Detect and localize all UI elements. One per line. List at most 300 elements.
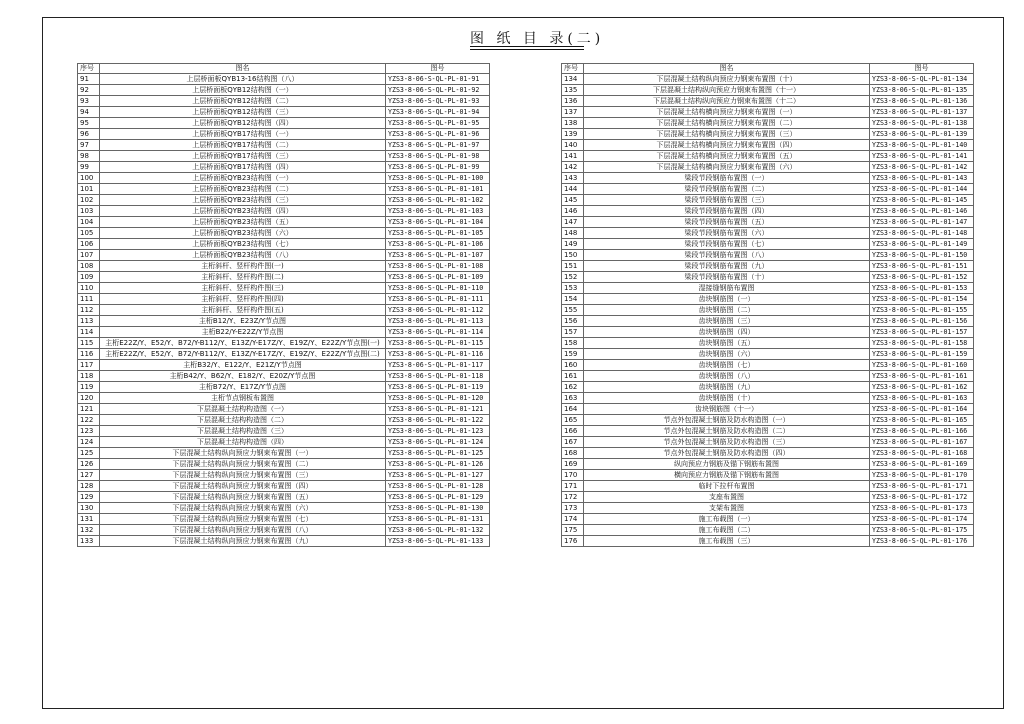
table-row (78, 118, 490, 129)
row-drawing-name: 主桁斜杆、竖杆构件图(一) (100, 261, 386, 272)
row-drawing-name: 上层桥面板QYB23结构图（七） (100, 239, 386, 250)
table-row (562, 470, 974, 481)
row-drawing-name: 梁段节段钢筋布置图（十） (584, 272, 870, 283)
table-row (78, 349, 490, 360)
row-drawing-code: YZS3-8-06-S-QL-PL-01-138 (870, 118, 974, 129)
row-drawing-name: 梁段节段钢筋布置图（七） (584, 239, 870, 250)
row-drawing-code: YZS3-8-06-S-QL-PL-01-130 (386, 503, 490, 514)
row-drawing-code: YZS3-8-06-S-QL-PL-01-119 (386, 382, 490, 393)
row-drawing-code: YZS3-8-06-S-QL-PL-01-148 (870, 228, 974, 239)
row-drawing-code: YZS3-8-06-S-QL-PL-01-128 (386, 481, 490, 492)
table-row (78, 327, 490, 338)
row-seq: 128 (78, 481, 100, 492)
row-drawing-name: 下层混凝土结构构造图（四） (100, 437, 386, 448)
row-seq: 160 (562, 360, 584, 371)
row-drawing-name: 主桁B72/Y、E17Z/Y节点图 (100, 382, 386, 393)
table-row (562, 272, 974, 283)
table-row (562, 360, 974, 371)
row-drawing-name: 主桁斜杆、竖杆构件图(三) (100, 283, 386, 294)
table-row (562, 404, 974, 415)
row-drawing-name: 上层桥面板QYB23结构图（一） (100, 173, 386, 184)
row-seq: 117 (78, 360, 100, 371)
row-drawing-code: YZS3-8-06-S-QL-PL-01-116 (386, 349, 490, 360)
row-seq: 150 (562, 250, 584, 261)
row-drawing-name: 主桁斜杆、竖杆构件图(四) (100, 294, 386, 305)
row-drawing-name: 施工布载图（三） (584, 536, 870, 547)
row-seq: 167 (562, 437, 584, 448)
row-drawing-name: 下层混凝土结构横向预应力钢束布置图（三） (584, 129, 870, 140)
row-drawing-code: YZS3-8-06-S-QL-PL-01-147 (870, 217, 974, 228)
row-drawing-code: YZS3-8-06-S-QL-PL-01-129 (386, 492, 490, 503)
row-drawing-code: YZS3-8-06-S-QL-PL-01-106 (386, 239, 490, 250)
row-seq: 134 (562, 74, 584, 85)
row-drawing-code: YZS3-8-06-S-QL-PL-01-159 (870, 349, 974, 360)
row-seq: 147 (562, 217, 584, 228)
table-row (78, 426, 490, 437)
table-row (562, 327, 974, 338)
table-row (562, 349, 974, 360)
row-drawing-code: YZS3-8-06-S-QL-PL-01-165 (870, 415, 974, 426)
row-drawing-code: YZS3-8-06-S-QL-PL-01-122 (386, 415, 490, 426)
table-row (562, 228, 974, 239)
row-drawing-name: 梁段节段钢筋布置图（二） (584, 184, 870, 195)
table-row (562, 206, 974, 217)
table-row (78, 107, 490, 118)
row-drawing-code: YZS3-8-06-S-QL-PL-01-164 (870, 404, 974, 415)
row-drawing-name: 下层混凝土结构纵向预应力钢束布置图（二） (100, 459, 386, 470)
row-drawing-code: YZS3-8-06-S-QL-PL-01-161 (870, 371, 974, 382)
row-drawing-code: YZS3-8-06-S-QL-PL-01-125 (386, 448, 490, 459)
table-row (78, 470, 490, 481)
row-drawing-name: 上层桥面板QYB12结构图（三） (100, 107, 386, 118)
row-seq: 99 (78, 162, 100, 173)
row-seq: 164 (562, 404, 584, 415)
table-row (78, 74, 490, 85)
row-drawing-name: 齿块钢筋图（五） (584, 338, 870, 349)
row-drawing-code: YZS3-8-06-S-QL-PL-01-140 (870, 140, 974, 151)
row-drawing-name: 主桁E22Z/Y、E52/Y、B72/Y-B112/Y、E13Z/Y-E17Z/Y、E19Z/Y、E22Z/Y节点图(一) (100, 338, 386, 349)
row-drawing-code: YZS3-8-06-S-QL-PL-01-120 (386, 393, 490, 404)
row-drawing-name: 上层桥面板QYB23结构图（二） (100, 184, 386, 195)
table-row (562, 459, 974, 470)
row-seq: 174 (562, 514, 584, 525)
table-row (562, 283, 974, 294)
row-drawing-code: YZS3-8-06-S-QL-PL-01-95 (386, 118, 490, 129)
row-drawing-code: YZS3-8-06-S-QL-PL-01-166 (870, 426, 974, 437)
row-drawing-name: 上层桥面板QYB13-16结构图（八） (100, 74, 386, 85)
row-drawing-code: YZS3-8-06-S-QL-PL-01-167 (870, 437, 974, 448)
row-drawing-name: 下层混凝土结构纵向预应力钢束布置图（四） (100, 481, 386, 492)
table-row (78, 305, 490, 316)
row-drawing-name: 下层混凝土结构构造图（二） (100, 415, 386, 426)
row-seq: 153 (562, 283, 584, 294)
table-row (562, 382, 974, 393)
drawing-index-table-right (561, 63, 974, 547)
row-drawing-code: YZS3-8-06-S-QL-PL-01-93 (386, 96, 490, 107)
row-drawing-code: YZS3-8-06-S-QL-PL-01-154 (870, 294, 974, 305)
row-seq: 173 (562, 503, 584, 514)
row-seq: 118 (78, 371, 100, 382)
row-seq: 115 (78, 338, 100, 349)
table-row (562, 338, 974, 349)
row-drawing-name: 上层桥面板QYB23结构图（六） (100, 228, 386, 239)
row-seq: 108 (78, 261, 100, 272)
row-seq: 151 (562, 261, 584, 272)
row-drawing-name: 上层桥面板QYB17结构图（四） (100, 162, 386, 173)
row-drawing-code: YZS3-8-06-S-QL-PL-01-94 (386, 107, 490, 118)
row-drawing-name: 上层桥面板QYB17结构图（二） (100, 140, 386, 151)
row-drawing-name: 梁段节段钢筋布置图（六） (584, 228, 870, 239)
table-row (562, 316, 974, 327)
row-seq: 103 (78, 206, 100, 217)
table-row (78, 96, 490, 107)
row-seq: 104 (78, 217, 100, 228)
row-seq: 119 (78, 382, 100, 393)
row-seq: 101 (78, 184, 100, 195)
row-drawing-name: 齿块钢筋图（一） (584, 294, 870, 305)
row-seq: 129 (78, 492, 100, 503)
table-row (562, 294, 974, 305)
row-seq: 140 (562, 140, 584, 151)
row-drawing-name: 主桁B22/Y-E22Z/Y节点图 (100, 327, 386, 338)
row-drawing-name: 下层混凝土结构纵向预应力钢束布置图（三） (100, 470, 386, 481)
row-drawing-code: YZS3-8-06-S-QL-PL-01-158 (870, 338, 974, 349)
table-row (78, 195, 490, 206)
table-header-row (562, 64, 974, 74)
row-drawing-name: 梁段节段钢筋布置图（一） (584, 173, 870, 184)
row-drawing-name: 上层桥面板QYB17结构图（一） (100, 129, 386, 140)
row-drawing-code: YZS3-8-06-S-QL-PL-01-145 (870, 195, 974, 206)
row-seq: 154 (562, 294, 584, 305)
row-drawing-name: 支座布置图 (584, 492, 870, 503)
row-seq: 135 (562, 85, 584, 96)
row-seq: 171 (562, 481, 584, 492)
drawing-index-table-left (77, 63, 490, 547)
row-drawing-code: YZS3-8-06-S-QL-PL-01-127 (386, 470, 490, 481)
table-row (78, 162, 490, 173)
table-row (78, 525, 490, 536)
table-body-left (78, 74, 490, 547)
table-row (78, 272, 490, 283)
row-drawing-name: 上层桥面板QYB12结构图（四） (100, 118, 386, 129)
row-drawing-code: YZS3-8-06-S-QL-PL-01-121 (386, 404, 490, 415)
row-drawing-code: YZS3-8-06-S-QL-PL-01-141 (870, 151, 974, 162)
row-seq: 168 (562, 448, 584, 459)
table-row (562, 107, 974, 118)
row-seq: 113 (78, 316, 100, 327)
row-drawing-code: YZS3-8-06-S-QL-PL-01-91 (386, 74, 490, 85)
table-row (562, 481, 974, 492)
row-seq: 121 (78, 404, 100, 415)
row-seq: 146 (562, 206, 584, 217)
table-row (562, 415, 974, 426)
table-row (78, 338, 490, 349)
row-seq: 163 (562, 393, 584, 404)
row-drawing-name: 下层混凝土结构构造图（三） (100, 426, 386, 437)
table-row (562, 96, 974, 107)
row-drawing-name: 齿块钢筋图（四） (584, 327, 870, 338)
table-row (562, 250, 974, 261)
row-drawing-code: YZS3-8-06-S-QL-PL-01-126 (386, 459, 490, 470)
row-drawing-code: YZS3-8-06-S-QL-PL-01-142 (870, 162, 974, 173)
row-seq: 165 (562, 415, 584, 426)
row-drawing-name: 下层混凝土结构横向预应力钢束布置图（四） (584, 140, 870, 151)
row-drawing-name: 齿块钢筋图（三） (584, 316, 870, 327)
row-seq: 157 (562, 327, 584, 338)
row-drawing-code: YZS3-8-06-S-QL-PL-01-175 (870, 525, 974, 536)
row-drawing-code: YZS3-8-06-S-QL-PL-01-162 (870, 382, 974, 393)
row-drawing-name: 主桁B42/Y、B62/Y、E182/Y、E20Z/Y节点图 (100, 371, 386, 382)
row-drawing-code: YZS3-8-06-S-QL-PL-01-137 (870, 107, 974, 118)
table-row (78, 536, 490, 547)
row-drawing-code: YZS3-8-06-S-QL-PL-01-123 (386, 426, 490, 437)
row-drawing-code: YZS3-8-06-S-QL-PL-01-173 (870, 503, 974, 514)
row-drawing-code: YZS3-8-06-S-QL-PL-01-153 (870, 283, 974, 294)
table-row (562, 118, 974, 129)
row-drawing-code: YZS3-8-06-S-QL-PL-01-108 (386, 261, 490, 272)
table-row (78, 448, 490, 459)
row-drawing-name: 下层混凝土结构纵向预应力钢束布置图（六） (100, 503, 386, 514)
row-seq: 166 (562, 426, 584, 437)
table-row (562, 239, 974, 250)
table-row (562, 492, 974, 503)
row-drawing-name: 主桁斜杆、竖杆构件图(二) (100, 272, 386, 283)
table-row (562, 437, 974, 448)
row-drawing-name: 上层桥面板QYB23结构图（八） (100, 250, 386, 261)
title-underline (470, 46, 584, 47)
row-seq: 122 (78, 415, 100, 426)
row-seq: 125 (78, 448, 100, 459)
row-drawing-name: 下层混凝土结构横向预应力钢束布置图（二） (584, 118, 870, 129)
table-row (562, 371, 974, 382)
table-row (78, 382, 490, 393)
row-drawing-code: YZS3-8-06-S-QL-PL-01-144 (870, 184, 974, 195)
row-drawing-name: 下层混凝土结构横向预应力钢束布置图（五） (584, 151, 870, 162)
row-drawing-code: YZS3-8-06-S-QL-PL-01-169 (870, 459, 974, 470)
row-seq: 105 (78, 228, 100, 239)
table-row (78, 129, 490, 140)
row-seq: 110 (78, 283, 100, 294)
row-drawing-code: YZS3-8-06-S-QL-PL-01-143 (870, 173, 974, 184)
row-drawing-name: 主桁斜杆、竖杆构件图(五) (100, 305, 386, 316)
table-row (562, 74, 974, 85)
table-row (78, 393, 490, 404)
row-drawing-code: YZS3-8-06-S-QL-PL-01-131 (386, 514, 490, 525)
row-seq: 175 (562, 525, 584, 536)
row-drawing-code: YZS3-8-06-S-QL-PL-01-109 (386, 272, 490, 283)
row-drawing-name: 下层混凝土结构横向预应力钢束布置图（一） (584, 107, 870, 118)
table-row (78, 294, 490, 305)
row-seq: 92 (78, 85, 100, 96)
row-drawing-code: YZS3-8-06-S-QL-PL-01-97 (386, 140, 490, 151)
row-drawing-name: 上层桥面板QYB17结构图（三） (100, 151, 386, 162)
row-drawing-code: YZS3-8-06-S-QL-PL-01-117 (386, 360, 490, 371)
row-drawing-name: 齿块钢筋图（七） (584, 360, 870, 371)
table-row (562, 85, 974, 96)
table-row (78, 206, 490, 217)
row-seq: 156 (562, 316, 584, 327)
table-row (562, 426, 974, 437)
row-drawing-code: YZS3-8-06-S-QL-PL-01-114 (386, 327, 490, 338)
row-drawing-code: YZS3-8-06-S-QL-PL-01-124 (386, 437, 490, 448)
table-row (78, 250, 490, 261)
row-drawing-code: YZS3-8-06-S-QL-PL-01-113 (386, 316, 490, 327)
row-drawing-code: YZS3-8-06-S-QL-PL-01-133 (386, 536, 490, 547)
row-drawing-name: 主桁B32/Y、E122/Y、E21Z/Y节点图 (100, 360, 386, 371)
row-seq: 96 (78, 129, 100, 140)
row-drawing-name: 梁段节段钢筋布置图（九） (584, 261, 870, 272)
table-row (78, 184, 490, 195)
row-drawing-code: YZS3-8-06-S-QL-PL-01-101 (386, 184, 490, 195)
row-seq: 106 (78, 239, 100, 250)
title-underline (470, 49, 584, 50)
row-drawing-name: 梁段节段钢筋布置图（四） (584, 206, 870, 217)
row-drawing-name: 节点外包混凝土钢筋及防水构造图（四） (584, 448, 870, 459)
row-seq: 133 (78, 536, 100, 547)
header-code: 图号 (870, 64, 974, 74)
table-row (78, 481, 490, 492)
row-seq: 109 (78, 272, 100, 283)
table-row (78, 239, 490, 250)
table-row (562, 503, 974, 514)
row-seq: 144 (562, 184, 584, 195)
table-row (78, 140, 490, 151)
row-drawing-name: 齿块钢筋图（十） (584, 393, 870, 404)
row-seq: 142 (562, 162, 584, 173)
table-body-right (562, 74, 974, 547)
row-drawing-name: 主桁B12/Y、E23Z/Y节点图 (100, 316, 386, 327)
row-drawing-code: YZS3-8-06-S-QL-PL-01-105 (386, 228, 490, 239)
row-drawing-name: 主桁节点钢板布置图 (100, 393, 386, 404)
row-seq: 112 (78, 305, 100, 316)
row-drawing-code: YZS3-8-06-S-QL-PL-01-132 (386, 525, 490, 536)
row-seq: 138 (562, 118, 584, 129)
row-drawing-name: 上层桥面板QYB23结构图（五） (100, 217, 386, 228)
row-drawing-name: 下层混凝土结构纵向预应力钢束布置图（十一） (584, 85, 870, 96)
row-seq: 98 (78, 151, 100, 162)
row-seq: 93 (78, 96, 100, 107)
row-drawing-code: YZS3-8-06-S-QL-PL-01-160 (870, 360, 974, 371)
table-row (562, 195, 974, 206)
table-row (78, 459, 490, 470)
row-drawing-name: 施工布载图（一） (584, 514, 870, 525)
row-seq: 155 (562, 305, 584, 316)
row-drawing-code: YZS3-8-06-S-QL-PL-01-102 (386, 195, 490, 206)
row-seq: 149 (562, 239, 584, 250)
table-row (562, 162, 974, 173)
row-drawing-code: YZS3-8-06-S-QL-PL-01-92 (386, 85, 490, 96)
row-drawing-code: YZS3-8-06-S-QL-PL-01-149 (870, 239, 974, 250)
table-row (562, 261, 974, 272)
row-seq: 172 (562, 492, 584, 503)
row-seq: 161 (562, 371, 584, 382)
row-drawing-code: YZS3-8-06-S-QL-PL-01-151 (870, 261, 974, 272)
table-row (562, 184, 974, 195)
row-drawing-name: 下层混凝土结构纵向预应力钢束布置图（一） (100, 448, 386, 459)
row-seq: 176 (562, 536, 584, 547)
row-drawing-name: 支架布置图 (584, 503, 870, 514)
row-drawing-code: YZS3-8-06-S-QL-PL-01-104 (386, 217, 490, 228)
table-row (562, 173, 974, 184)
row-drawing-name: 下层混凝土结构纵向预应力钢束布置图（八） (100, 525, 386, 536)
row-seq: 116 (78, 349, 100, 360)
table-row (78, 283, 490, 294)
row-drawing-code: YZS3-8-06-S-QL-PL-01-152 (870, 272, 974, 283)
page-title: 图 纸 目 录(二) (470, 31, 605, 47)
row-drawing-code: YZS3-8-06-S-QL-PL-01-163 (870, 393, 974, 404)
row-drawing-name: 下层混凝土结构纵向预应力钢束布置图（五） (100, 492, 386, 503)
header-seq: 序号 (78, 64, 100, 74)
row-drawing-code: YZS3-8-06-S-QL-PL-01-156 (870, 316, 974, 327)
table-row (562, 514, 974, 525)
row-drawing-name: 齿块钢筋图（十一） (584, 404, 870, 415)
row-drawing-name: 施工布载图（二） (584, 525, 870, 536)
row-drawing-code: YZS3-8-06-S-QL-PL-01-157 (870, 327, 974, 338)
table-row (78, 371, 490, 382)
header-seq: 序号 (562, 64, 584, 74)
row-drawing-code: YZS3-8-06-S-QL-PL-01-139 (870, 129, 974, 140)
row-drawing-name: 纵向预应力钢筋及锚下钢筋布置图 (584, 459, 870, 470)
table-row (78, 404, 490, 415)
row-seq: 158 (562, 338, 584, 349)
row-drawing-name: 梁段节段钢筋布置图（三） (584, 195, 870, 206)
table-row (562, 129, 974, 140)
table-row (78, 415, 490, 426)
row-drawing-name: 节点外包混凝土钢筋及防水构造图（一） (584, 415, 870, 426)
row-seq: 137 (562, 107, 584, 118)
row-drawing-code: YZS3-8-06-S-QL-PL-01-155 (870, 305, 974, 316)
row-seq: 127 (78, 470, 100, 481)
row-drawing-code: YZS3-8-06-S-QL-PL-01-146 (870, 206, 974, 217)
table-row (78, 85, 490, 96)
table-row (562, 305, 974, 316)
row-drawing-name: 下层混凝土结构纵向预应力钢束布置图（十二） (584, 96, 870, 107)
row-drawing-name: 节点外包混凝土钢筋及防水构造图（三） (584, 437, 870, 448)
row-drawing-code: YZS3-8-06-S-QL-PL-01-176 (870, 536, 974, 547)
table-row (78, 503, 490, 514)
table-row (562, 140, 974, 151)
table-row (78, 173, 490, 184)
row-drawing-code: YZS3-8-06-S-QL-PL-01-103 (386, 206, 490, 217)
row-drawing-name: 梁段节段钢筋布置图（八） (584, 250, 870, 261)
row-drawing-name: 齿块钢筋图（二） (584, 305, 870, 316)
table-row (78, 514, 490, 525)
table-row (78, 316, 490, 327)
row-drawing-name: 下层混凝土结构纵向预应力钢束布置图（十） (584, 74, 870, 85)
table-row (562, 393, 974, 404)
row-seq: 169 (562, 459, 584, 470)
row-drawing-code: YZS3-8-06-S-QL-PL-01-100 (386, 173, 490, 184)
row-seq: 111 (78, 294, 100, 305)
row-drawing-code: YZS3-8-06-S-QL-PL-01-135 (870, 85, 974, 96)
row-drawing-code: YZS3-8-06-S-QL-PL-01-96 (386, 129, 490, 140)
row-seq: 141 (562, 151, 584, 162)
row-drawing-name: 上层桥面板QYB12结构图（一） (100, 85, 386, 96)
row-seq: 94 (78, 107, 100, 118)
row-seq: 124 (78, 437, 100, 448)
row-seq: 148 (562, 228, 584, 239)
row-seq: 139 (562, 129, 584, 140)
row-seq: 114 (78, 327, 100, 338)
row-drawing-name: 下层混凝土结构横向预应力钢束布置图（六） (584, 162, 870, 173)
row-seq: 159 (562, 349, 584, 360)
row-drawing-name: 节点外包混凝土钢筋及防水构造图（二） (584, 426, 870, 437)
row-drawing-name: 梁段节段钢筋布置图（五） (584, 217, 870, 228)
row-drawing-code: YZS3-8-06-S-QL-PL-01-99 (386, 162, 490, 173)
row-seq: 97 (78, 140, 100, 151)
table-row (78, 360, 490, 371)
table-row (78, 261, 490, 272)
